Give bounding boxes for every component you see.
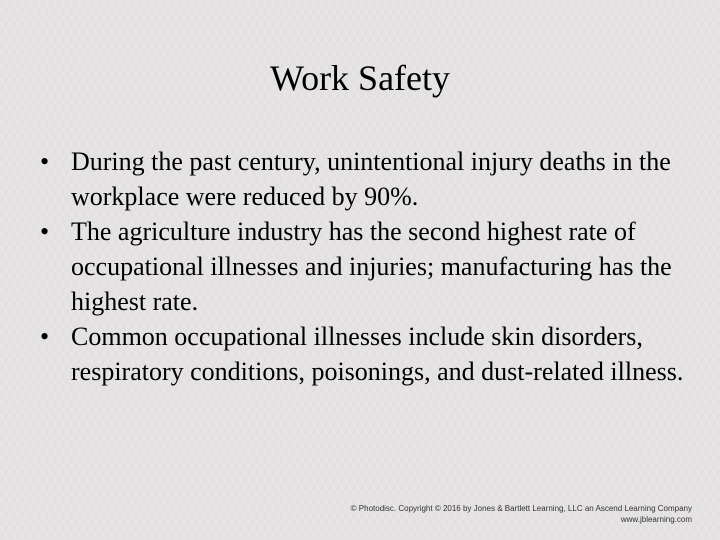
bullet-text: During the past century, unintentional injury deaths in the workplace were reduced by 90%. <box>71 147 671 211</box>
bullet-icon: • <box>40 217 50 246</box>
bullet-item <box>40 144 690 214</box>
bullet-icon: • <box>40 147 50 176</box>
bullet-item <box>40 319 690 389</box>
bullet-item <box>40 214 690 319</box>
bullet-list <box>40 144 690 389</box>
bullet-icon: • <box>40 322 50 351</box>
bullet-text: Common occupational illnesses include skin disorders, respiratory conditions, poisonings, and dust-related illness. <box>71 322 684 386</box>
slide-title: Work Safety <box>269 58 451 98</box>
bullet-text: The agriculture industry has the second highest rate of occupational illnesses and injuries; manufacturing has the highest rate. <box>71 217 672 316</box>
copyright-text: © Photodisc. Copyright © 2016 by Jones & Bartlett Learning, LLC an Ascend Learning Company <box>350 504 692 513</box>
copyright-footer <box>351 503 692 525</box>
website-text: www.jblearning.com <box>620 515 692 524</box>
